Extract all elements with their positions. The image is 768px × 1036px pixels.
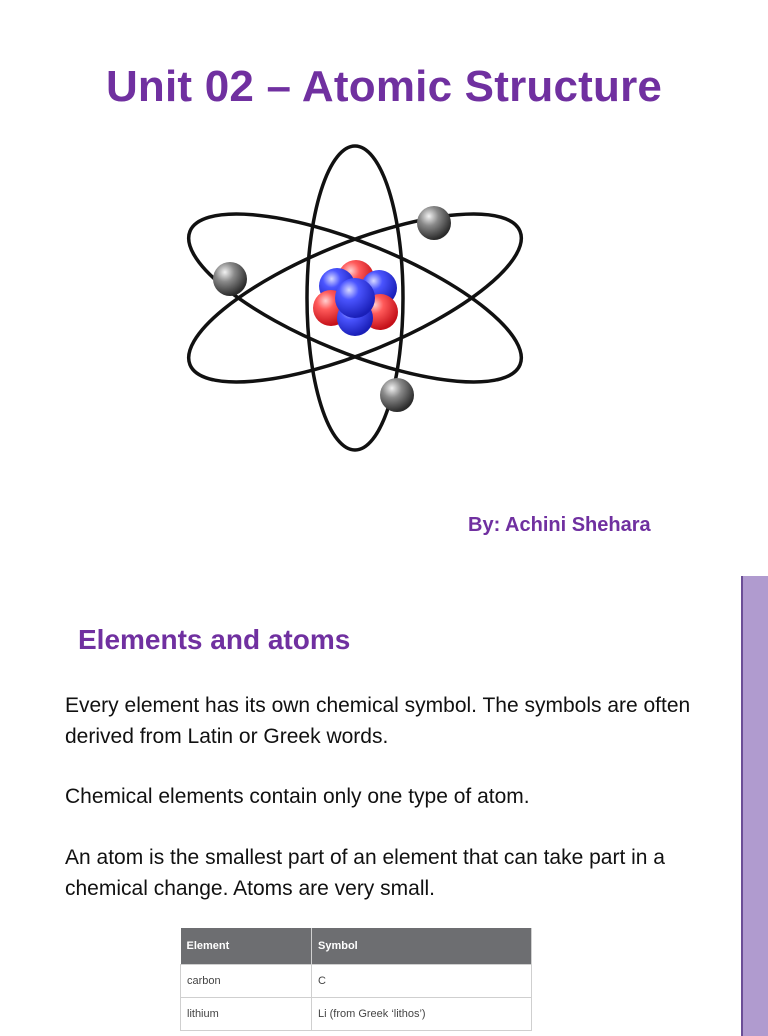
element-symbol-table bbox=[180, 928, 532, 1031]
nucleus bbox=[313, 260, 398, 336]
section-heading: Elements and atoms bbox=[78, 624, 351, 655]
table-header-element: Element bbox=[181, 928, 312, 965]
table-row bbox=[181, 998, 532, 1031]
table-cell-element: carbon bbox=[181, 965, 312, 998]
table-row bbox=[181, 965, 532, 998]
table-cell-symbol: C bbox=[312, 965, 532, 998]
table-cell-element: lithium bbox=[181, 998, 312, 1031]
table-header-row bbox=[181, 928, 532, 965]
electron-top-right bbox=[417, 206, 451, 240]
electron-left bbox=[213, 262, 247, 296]
atom-illustration bbox=[175, 140, 535, 460]
table-cell-symbol: Li (from Greek ‘lithos’) bbox=[312, 998, 532, 1031]
paragraph-one-atom-type: Chemical elements contain only one type of atom. bbox=[65, 785, 530, 808]
paragraph-atom-definition: An atom is the smallest part of an element that can take part in a chemical change. Atoms are very small. bbox=[65, 846, 665, 900]
table-header-symbol: Symbol bbox=[312, 928, 532, 965]
paragraph-chemical-symbols: Every element has its own chemical symbol. The symbols are often derived from Latin or Greek words. bbox=[65, 694, 691, 748]
electron-bottom bbox=[380, 378, 414, 412]
slide-title: Unit 02 – Atomic Structure bbox=[105, 62, 663, 111]
author-credit: By: Achini Shehara bbox=[468, 514, 651, 536]
accent-side-bar bbox=[741, 576, 768, 1036]
